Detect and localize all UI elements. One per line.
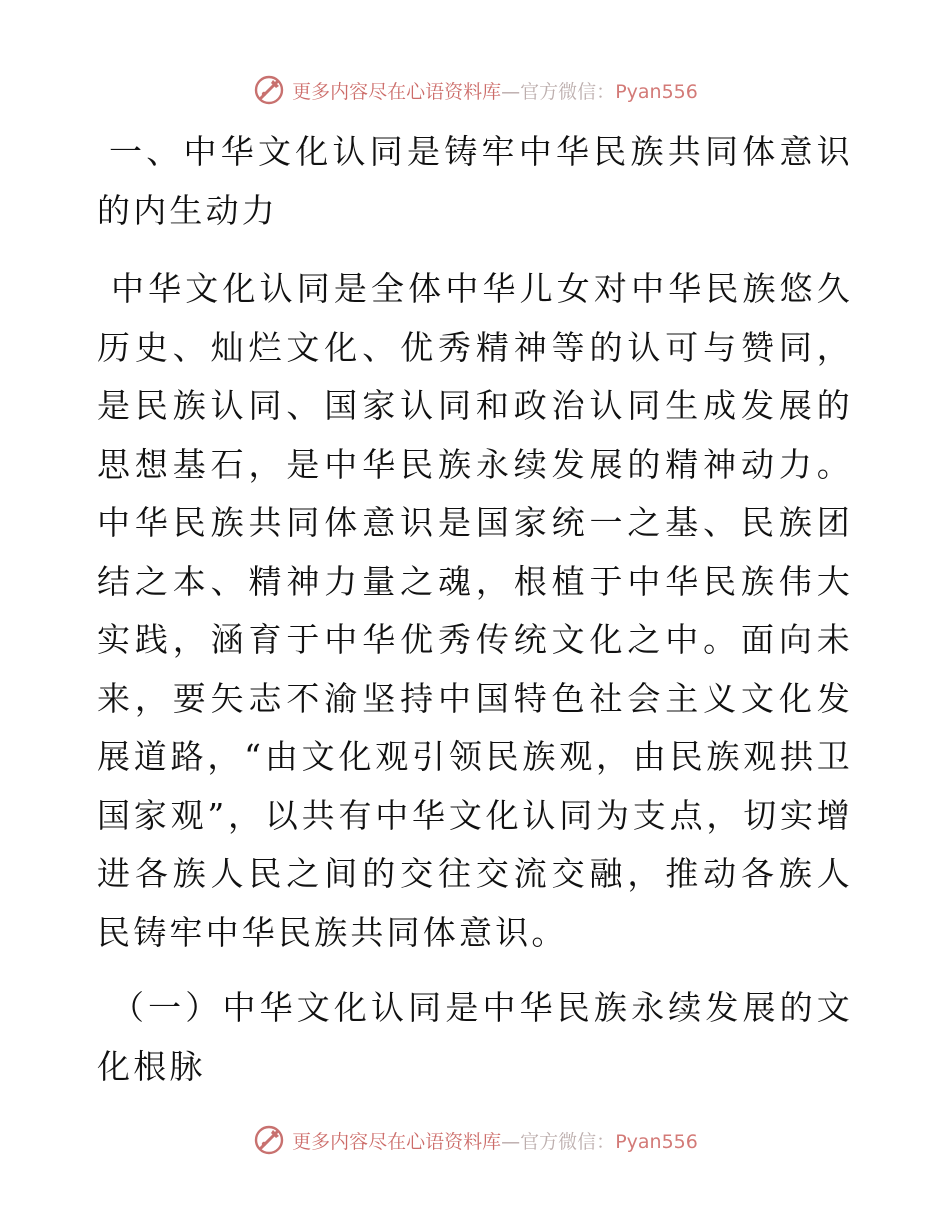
- body-paragraph: 中华文化认同是全体中华儿女对中华民族悠久历史、灿烂文化、优秀精神等的认可与赞同，是民族认同、国家认同和政治认同生成发展的思想基石，是中华民族永续发展的精神动力。中华民族共同体意识是国家统一之基、民族团结之本、精神力量之魂，根植于中华民族伟大实践，涵育于中华优秀传统文化之中。面向未来，要矢志不渝坚持中国特色社会主义文化发展道路，“由文化观引领民族观，由民族观拱卫国家观”，以共有中华文化认同为支点，切实增进各族人民之间的交往交流交融，推动各族人民铸牢中华民族共同体意识。: [97, 269, 853, 952]
- pen-logo-icon: [252, 1123, 286, 1157]
- watermark-main: 更多内容尽在心语资料库: [292, 80, 502, 103]
- watermark-text: [292, 1127, 698, 1154]
- section-heading: 一、中华文化认同是铸牢中华民族共同体意识的内生动力: [97, 132, 853, 230]
- watermark-text: [292, 77, 698, 104]
- watermark-account: Pyan556: [615, 80, 698, 103]
- watermark-account: Pyan556: [615, 1130, 698, 1153]
- watermark-separator: —: [501, 80, 521, 103]
- pen-logo-icon: [252, 73, 286, 107]
- watermark-label: 官方微信：: [520, 1130, 616, 1153]
- subsection-heading: （一）中华文化认同是中华民族永续发展的文化根脉: [97, 988, 853, 1086]
- watermark-separator: —: [501, 1130, 521, 1153]
- footer-watermark: [0, 1120, 950, 1160]
- header-watermark: [0, 70, 950, 110]
- document-body: [97, 123, 853, 1096]
- watermark-label: 官方微信：: [520, 80, 616, 103]
- watermark-main: 更多内容尽在心语资料库: [292, 1130, 502, 1153]
